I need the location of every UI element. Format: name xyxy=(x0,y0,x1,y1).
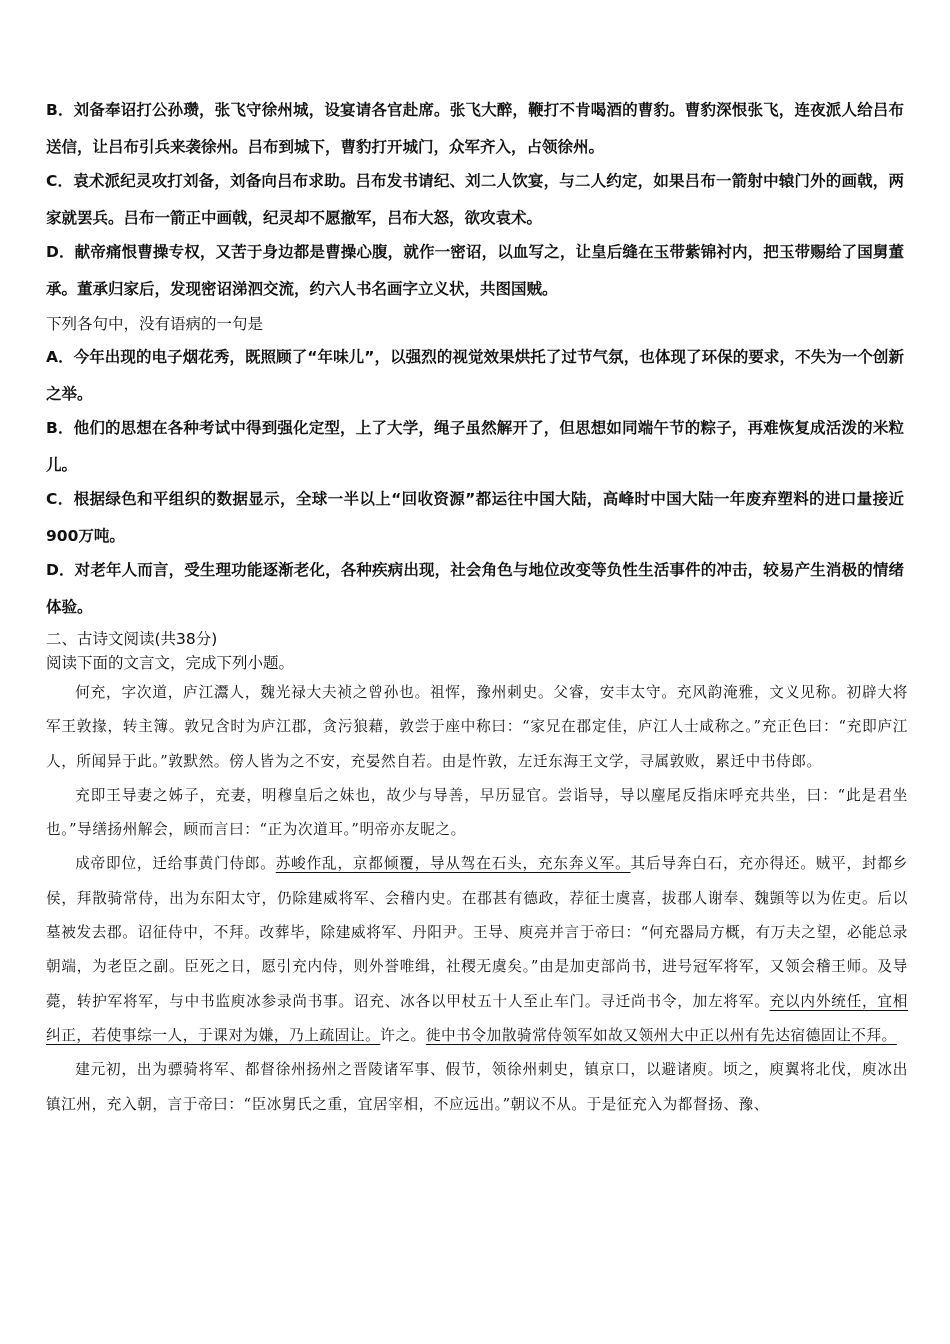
passage-paragraph-3 xyxy=(0,847,950,1053)
passage-p3-text-b: 其后导奔白石，充亦得还。贼平，封都乡侯，拜散骑常侍，出为东阳太守，仍除建威将军、会稽内史。在郡甚有德政，荐征士虞喜，拔郡人谢奉、魏顗等以为佐吏。后以墓被发去郡。诏征侍中，不拜。改葬毕，除建威将军、丹阳尹。王导、庾亮并言于帝曰：“何充器局方概，有万夫之望，必能总录朝端，为老臣之副。臣死之日，愿引充内侍，则外誉唯缉，社稷无虞矣。”由是加吏部尚书，进号冠军将军，又领会稽王师。及导薨，转护军将军，与中书监庾冰参录尚书事。诏充、冰各以甲杖五十人至止车门。寻迁尚书令，加左将军。 xyxy=(46,855,908,1010)
section-two-header xyxy=(0,627,950,675)
option-d-elderly: D．对老年人而言，受生理功能逐渐老化，各种疾病出现，社会角色与地位改变等负性生活事件的冲击，较易产生消极的情绪体验。 xyxy=(46,561,904,616)
underlined-sentence-1: 苏峻作乱，京都倾覆，导从驾在石头，充东奔义军。 xyxy=(275,855,631,873)
passage-p3-text-c: 许之。 xyxy=(380,1026,426,1044)
underlined-sentence-3: 徙中书令加散骑常侍领军如故又领州大中正以州有先达宿德固让不拜。 xyxy=(425,1026,897,1044)
passage-paragraph-2: 充即王导妻之姊子，充妻，明穆皇后之妹也，故少与导善，早历显官。尝诣导，导以麈尾反指床呼充共坐，曰：“此是君坐也。”导缮扬州解会，顾而言曰：“正为次道耳。”明帝亦友昵之。 xyxy=(46,786,908,839)
underlined-sentence-2: 充以内外统任，宜相纠正，若使事综一人，于课对为嫌，乃上疏固让。 xyxy=(46,992,908,1044)
previous-question-options xyxy=(0,92,950,308)
option-b-liubei: B．刘备奉诏打公孙瓒，张飞守徐州城，设宴请各官赴席。张飞大醉，鞭打不肯喝酒的曹豹。曹豹深恨张飞，连夜派人给吕布送信，让吕布引兵来袭徐州。吕布到城下，曹豹打开城门，众军齐入，占领徐州。 xyxy=(46,101,904,156)
passage-paragraph-1: 何充，字次道，庐江灊人，魏光禄大夫祯之曾孙也。祖恽，豫州刺史。父睿，安丰太守。充风韵淹雅，文义见称。初辟大将军王敦掾，转主簿。敦兄含时为庐江郡，贪污狼藉，敦尝于座中称曰：“家兄在郡定佳，庐江人士咸称之。”充正色曰：“充即庐江人，所闻异于此。”敦默然。傍人皆为之不安，充晏然自若。由是忤敦，左迁东海王文学，寻属敦败，累迁中书侍郎。 xyxy=(46,684,908,770)
option-c-greenpeace: C．根据绿色和平组织的数据显示，全球一半以上“回收资源”都运往中国大陆，高峰时中国大陆一年废弃塑料的进口量接近900万吨。 xyxy=(46,490,904,545)
passage-p3-text-a: 成帝即位，迁给事黄门侍郎。 xyxy=(75,855,276,873)
option-d-xiandi: D．献帝痛恨曹操专权，又苦于身边都是曹操心腹，就作一密诏，以血写之，让皇后缝在玉带紫锦衬内，把玉带赐给了国舅董承。董承归家后，发现密诏涕泗交流，约六人书名画字立义状，共图国贼。 xyxy=(46,243,904,298)
section-heading: 二、古诗文阅读(共38分) xyxy=(46,630,218,648)
question-stem: 下列各句中，没有语病的一句是 xyxy=(46,315,264,333)
classical-passage xyxy=(0,676,950,1122)
passage-paragraph-4: 建元初，出为骠骑将军、都督徐州扬州之晋陵诸军事、假节，领徐州刺史，镇京口，以避诸庾。顷之，庾翼将北伐，庾冰出镇江州，充入朝，言于帝曰：“臣冰舅氏之重，宜居宰相，不应远出。”朝议不从。于是征充入为都督扬、豫、 xyxy=(46,1061,908,1113)
option-a-fireworks: A．今年出现的电子烟花秀，既照顾了“年味儿”，以强烈的视觉效果烘托了过节气氛，也体现了环保的要求，不失为一个创新之举。 xyxy=(46,348,904,403)
grammar-question xyxy=(0,312,950,626)
option-b-zongzi: B．他们的思想在各种考试中得到强化定型，上了大学，绳子虽然解开了，但思想如同端午节的粽子，再难恢复成活泼的米粒儿。 xyxy=(46,419,904,474)
section-instruction: 阅读下面的文言文，完成下列小题。 xyxy=(46,654,295,672)
option-c-yuanshu: C．袁术派纪灵攻打刘备，刘备向吕布求助。吕布发书请纪、刘二人饮宴，与二人约定，如果吕布一箭射中辕门外的画戟，两家就罢兵。吕布一箭正中画戟，纪灵却不愿撤军，吕布大怒，欲攻袁术。 xyxy=(46,172,904,227)
